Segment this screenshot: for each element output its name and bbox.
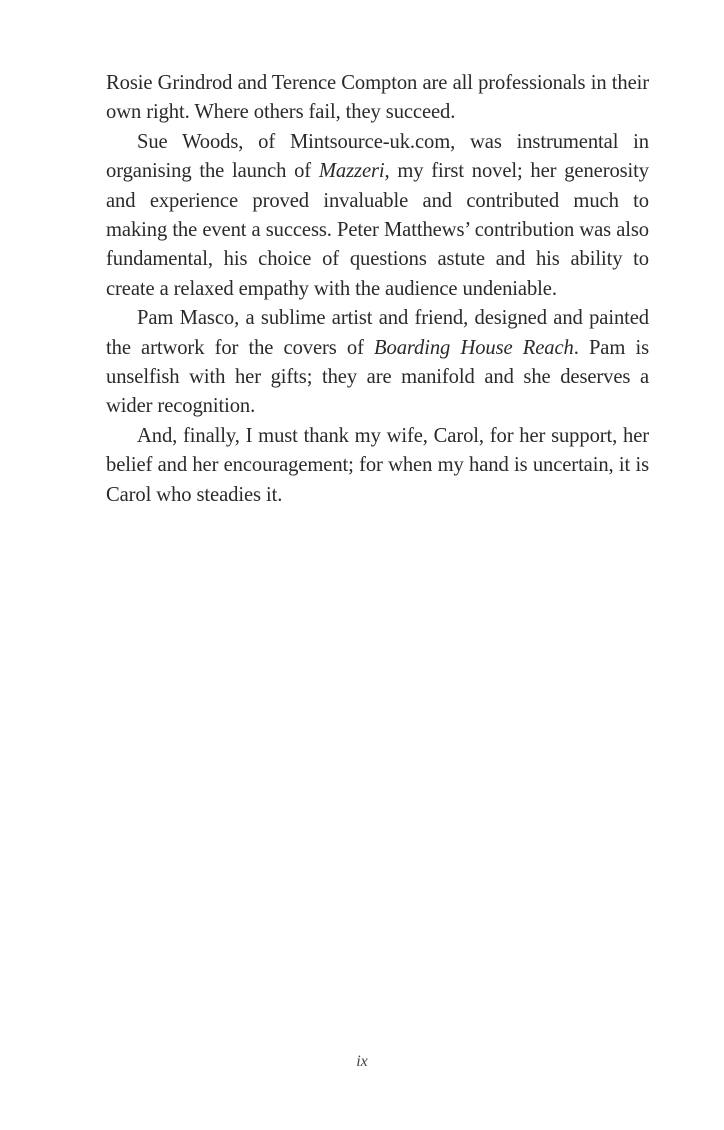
paragraph-carol bbox=[106, 422, 649, 510]
paragraph-continued bbox=[106, 69, 649, 128]
paragraph-sue-woods bbox=[106, 128, 649, 304]
paragraph-pam-masco bbox=[106, 304, 649, 422]
page-number: ix bbox=[356, 1053, 368, 1070]
paragraph-text: And, finally, I must thank my wife, Carol, for her support, her belief and her encouragement; for when my hand is uncertain, it is Carol who steadies it. bbox=[106, 424, 649, 506]
paragraph-text: Rosie Grindrod and Terence Compton are all professionals in their own right. Where others fail, they succeed. bbox=[106, 72, 649, 124]
book-title-boarding-house-reach: Boarding House Reach bbox=[374, 336, 574, 359]
paragraph-text: , my first novel; her generosity and experience proved invaluable and contributed much to making the event a success. Peter Matthews’ contribution was also fundamental, his choice of questions astute and his ability to create a relaxed empathy with the audience undeniable. bbox=[106, 160, 649, 300]
paragraph-text: . Pam is unselfish with her gifts; they are manifold and she deserves a wider recognition. bbox=[106, 336, 649, 418]
page-body bbox=[106, 69, 649, 510]
book-title-mazzeri: Mazzeri bbox=[318, 160, 385, 183]
paragraph-text: Pam Masco, a sublime artist and friend, designed and painted the artwork for the covers of bbox=[106, 307, 649, 359]
paragraph-text: Sue Woods, of Mintsource-uk.com, was instrumental in organising the launch of bbox=[106, 130, 649, 183]
